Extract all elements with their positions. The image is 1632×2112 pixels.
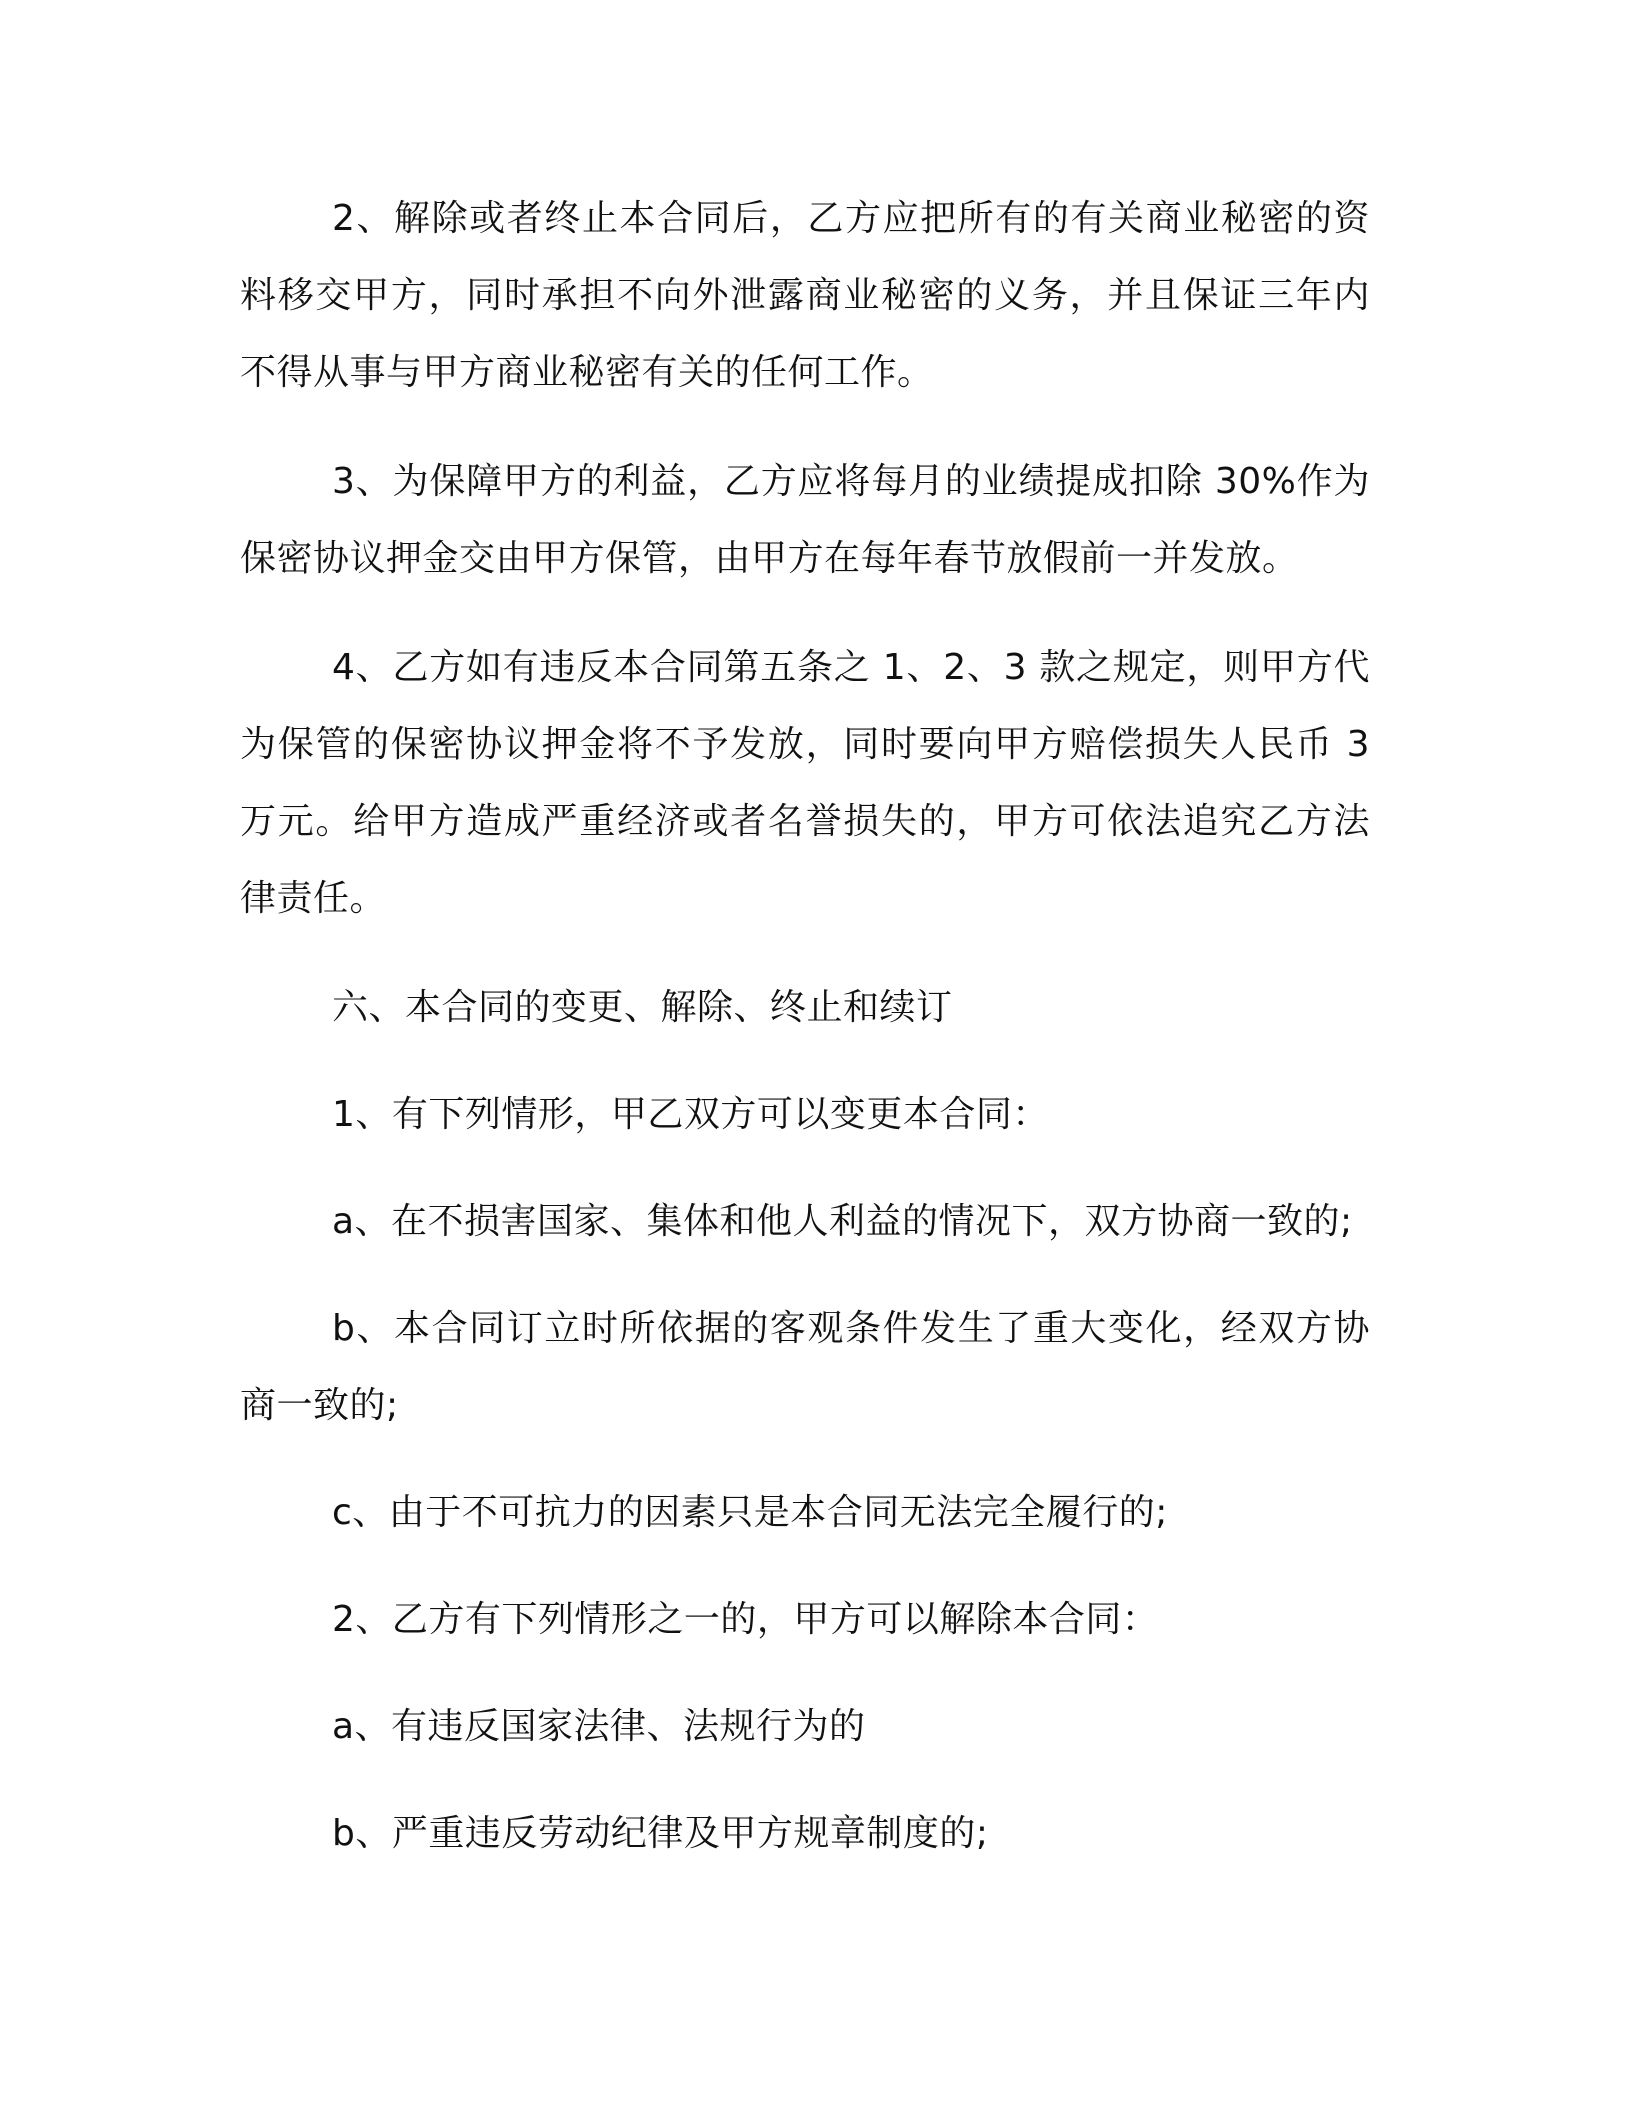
- paragraph-change-1c: c、由于不可抗力的因素只是本合同无法完全履行的;: [332, 1492, 1168, 1533]
- paragraph-termination-2: 2、乙方有下列情形之一的，甲方可以解除本合同：: [332, 1599, 1159, 1640]
- paragraph-termination-2a: a、有违反国家法律、法规行为的: [332, 1706, 866, 1747]
- paragraph-change-1: 1、有下列情形，甲乙双方可以变更本合同：: [332, 1094, 1049, 1135]
- paragraph-change-1a: a、在不损害国家、集体和他人利益的情况下，双方协商一致的;: [332, 1201, 1353, 1242]
- section-heading-six: 六、本合同的变更、解除、终止和续订: [332, 987, 953, 1028]
- document-page: [240, 180, 1370, 1902]
- paragraph-clause-2: 2、解除或者终止本合同后，乙方应把所有的有关商业秘密的资料移交甲方，同时承担不向外泄露商业秘密的义务，并且保证三年内不得从事与甲方商业秘密有关的任何工作。: [240, 198, 1370, 393]
- paragraph-termination-2b: b、严重违反劳动纪律及甲方规章制度的;: [332, 1813, 989, 1854]
- paragraph-change-1b: b、本合同订立时所依据的客观条件发生了重大变化，经双方协商一致的;: [240, 1308, 1370, 1426]
- paragraph-clause-4: 4、乙方如有违反本合同第五条之 1、2、3 款之规定，则甲方代为保管的保密协议押金将不予发放，同时要向甲方赔偿损失人民币 3 万元。给甲方造成严重经济或者名誉损失的，甲方可依法追究乙方法律责任。: [240, 647, 1370, 919]
- paragraph-clause-3: 3、为保障甲方的利益，乙方应将每月的业绩提成扣除 30%作为保密协议押金交由甲方保管，由甲方在每年春节放假前一并发放。: [240, 461, 1370, 579]
